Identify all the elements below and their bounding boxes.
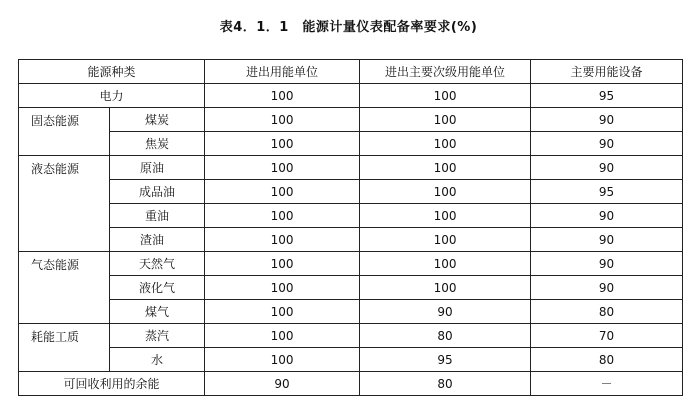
value-cell: 90 — [205, 372, 360, 396]
table-row — [19, 204, 683, 228]
value-cell: 80 — [360, 372, 531, 396]
table-row — [19, 132, 683, 156]
value-cell: 100 — [360, 108, 531, 132]
value-cell: 90 — [531, 276, 683, 300]
sub-label: 原油 — [110, 156, 205, 180]
value-cell: 100 — [205, 300, 360, 324]
row-label-electricity: 电力 — [19, 84, 205, 108]
sub-label: 焦炭 — [110, 132, 205, 156]
metering-rate-table — [18, 59, 683, 396]
value-cell: 90 — [531, 204, 683, 228]
header-in-out-unit: 进出用能单位 — [205, 60, 360, 84]
value-cell: 100 — [205, 324, 360, 348]
value-cell: 100 — [360, 132, 531, 156]
value-cell: － — [531, 372, 683, 396]
group-label: 气态能源 — [19, 252, 110, 324]
value-cell: 100 — [360, 156, 531, 180]
value-cell: 90 — [531, 156, 683, 180]
value-cell: 100 — [360, 276, 531, 300]
value-cell: 100 — [205, 180, 360, 204]
value-cell: 100 — [205, 204, 360, 228]
value-cell: 100 — [360, 228, 531, 252]
value-cell: 100 — [360, 204, 531, 228]
sub-label: 液化气 — [110, 276, 205, 300]
value-cell: 100 — [205, 84, 360, 108]
table-row — [19, 84, 683, 108]
value-cell: 95 — [360, 348, 531, 372]
table-row — [19, 156, 683, 180]
sub-label: 煤炭 — [110, 108, 205, 132]
table-row — [19, 108, 683, 132]
sub-label: 煤气 — [110, 300, 205, 324]
value-cell: 90 — [531, 108, 683, 132]
value-cell: 100 — [205, 348, 360, 372]
value-cell: 100 — [360, 252, 531, 276]
value-cell: 100 — [205, 228, 360, 252]
sub-label: 重油 — [110, 204, 205, 228]
value-cell: 80 — [531, 300, 683, 324]
group-label: 液态能源 — [19, 156, 110, 252]
group-label: 耗能工质 — [19, 324, 110, 372]
value-cell: 100 — [205, 132, 360, 156]
header-energy-type: 能源种类 — [19, 60, 205, 84]
table-title: 表4．1．1 能源计量仪表配备率要求(%) — [219, 20, 478, 35]
header-row — [19, 60, 683, 84]
value-cell: 100 — [360, 84, 531, 108]
table-row — [19, 180, 683, 204]
value-cell: 80 — [531, 348, 683, 372]
sub-label: 蒸汽 — [110, 324, 205, 348]
group-label: 固态能源 — [19, 108, 110, 156]
value-cell: 95 — [531, 180, 683, 204]
sub-label: 渣油 — [110, 228, 205, 252]
table-row — [19, 348, 683, 372]
table-row — [19, 372, 683, 396]
table-row — [19, 324, 683, 348]
sub-label: 天然气 — [110, 252, 205, 276]
value-cell: 70 — [531, 324, 683, 348]
value-cell: 100 — [205, 108, 360, 132]
sub-label: 成品油 — [110, 180, 205, 204]
row-label-recoverable: 可回收利用的余能 — [19, 372, 205, 396]
sub-label: 水 — [110, 348, 205, 372]
value-cell: 100 — [205, 156, 360, 180]
value-cell: 80 — [360, 324, 531, 348]
header-secondary-unit: 进出主要次级用能单位 — [360, 60, 531, 84]
table-row — [19, 276, 683, 300]
table-row — [19, 252, 683, 276]
value-cell: 95 — [531, 84, 683, 108]
value-cell: 90 — [531, 228, 683, 252]
table-row — [19, 300, 683, 324]
value-cell: 100 — [205, 252, 360, 276]
table-row — [19, 228, 683, 252]
value-cell: 90 — [531, 252, 683, 276]
header-main-equipment: 主要用能设备 — [531, 60, 683, 84]
value-cell: 100 — [360, 180, 531, 204]
value-cell: 90 — [360, 300, 531, 324]
value-cell: 100 — [205, 276, 360, 300]
value-cell: 90 — [531, 132, 683, 156]
